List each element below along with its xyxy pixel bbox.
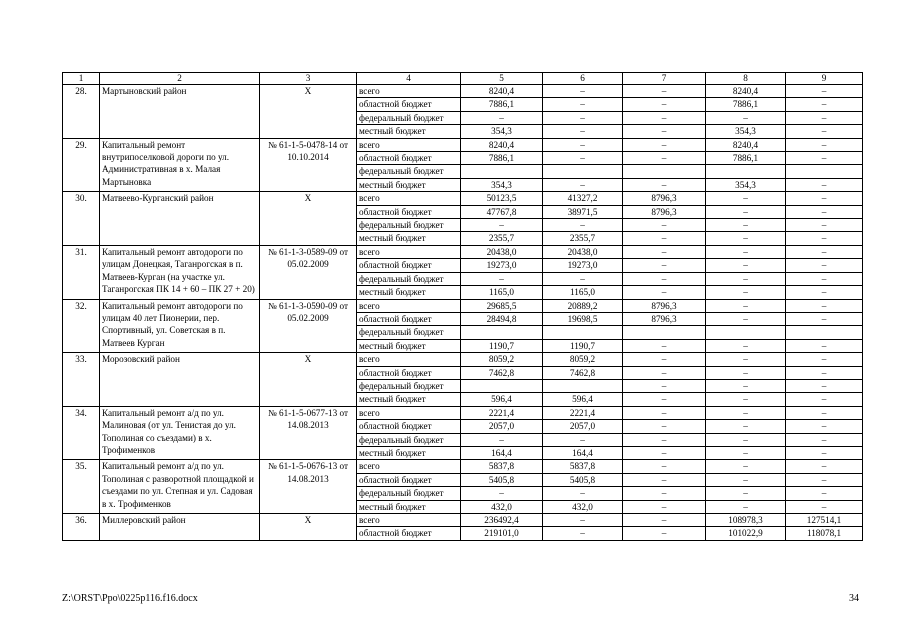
- amount-cell: 29685,5: [461, 299, 543, 312]
- amount-cell: –: [623, 272, 706, 285]
- amount-cell: –: [543, 138, 623, 151]
- amount-cell: –: [706, 379, 786, 392]
- amount-cell: 28494,8: [461, 312, 543, 325]
- amount-cell: –: [623, 433, 706, 446]
- amount-cell: 7886,1: [461, 152, 543, 165]
- amount-cell: 41327,2: [543, 192, 623, 205]
- amount-cell: 20438,0: [543, 245, 623, 258]
- amount-cell: 354,3: [461, 178, 543, 191]
- amount-cell: –: [786, 446, 863, 459]
- amount-cell: 236492,4: [461, 514, 543, 527]
- funding-source: областной бюджет: [357, 420, 461, 433]
- table-row: [63, 138, 863, 151]
- amount-cell: –: [623, 366, 706, 379]
- funding-source: всего: [357, 353, 461, 366]
- funding-source: областной бюджет: [357, 205, 461, 218]
- amount-cell: –: [623, 406, 706, 419]
- amount-cell: –: [706, 366, 786, 379]
- header-cell: 9: [786, 73, 863, 85]
- funding-source: федеральный бюджет: [357, 433, 461, 446]
- amount-cell: [543, 379, 623, 392]
- amount-cell: –: [623, 85, 706, 98]
- funding-source: федеральный бюджет: [357, 326, 461, 339]
- amount-cell: –: [706, 192, 786, 205]
- amount-cell: –: [706, 312, 786, 325]
- amount-cell: –: [786, 272, 863, 285]
- amount-cell: [623, 165, 706, 178]
- funding-source: местный бюджет: [357, 446, 461, 459]
- expertise-reference: Х: [260, 192, 357, 246]
- amount-cell: –: [623, 446, 706, 459]
- amount-cell: –: [461, 111, 543, 124]
- amount-cell: 127514,1: [786, 514, 863, 527]
- amount-cell: –: [786, 85, 863, 98]
- amount-cell: 2355,7: [461, 232, 543, 245]
- funding-source: местный бюджет: [357, 286, 461, 299]
- amount-cell: –: [461, 487, 543, 500]
- amount-cell: 8240,4: [461, 85, 543, 98]
- amount-cell: –: [706, 232, 786, 245]
- object-name: Морозовский район: [100, 353, 260, 407]
- object-name: Миллеровский район: [100, 514, 260, 541]
- funding-source: областной бюджет: [357, 312, 461, 325]
- amount-cell: 7462,8: [461, 366, 543, 379]
- funding-source: местный бюджет: [357, 339, 461, 352]
- amount-cell: –: [543, 98, 623, 111]
- amount-cell: 8796,3: [623, 205, 706, 218]
- amount-cell: –: [706, 473, 786, 486]
- item-number: 31.: [63, 245, 100, 299]
- funding-source: всего: [357, 406, 461, 419]
- object-name: Капитальный ремонт внутрипоселковой дороги по ул. Административная в х. Малая Мартыновка: [100, 138, 260, 192]
- object-name: Капитальный ремонт автодороги по улицам 40 лет Пионерии, пер. Спортивный, ул. Советская в п. Матвеев Курган: [100, 299, 260, 353]
- funding-source: областной бюджет: [357, 527, 461, 540]
- funding-source: областной бюджет: [357, 98, 461, 111]
- amount-cell: 20889,2: [543, 299, 623, 312]
- amount-cell: [461, 165, 543, 178]
- amount-cell: 2355,7: [543, 232, 623, 245]
- expertise-reference: Х: [260, 85, 357, 139]
- amount-cell: –: [623, 245, 706, 258]
- amount-cell: [786, 165, 863, 178]
- header-cell: 6: [543, 73, 623, 85]
- amount-cell: 432,0: [461, 500, 543, 513]
- amount-cell: 108978,3: [706, 514, 786, 527]
- header-cell: 5: [461, 73, 543, 85]
- item-number: 36.: [63, 514, 100, 541]
- item-number: 34.: [63, 406, 100, 460]
- funding-source: местный бюджет: [357, 125, 461, 138]
- amount-cell: [543, 165, 623, 178]
- amount-cell: –: [543, 178, 623, 191]
- header-cell: 7: [623, 73, 706, 85]
- expertise-reference: № 61-1-5-0676-13 от 14.08.2013: [260, 460, 357, 514]
- amount-cell: [623, 326, 706, 339]
- amount-cell: –: [461, 219, 543, 232]
- funding-source: федеральный бюджет: [357, 272, 461, 285]
- amount-cell: –: [706, 487, 786, 500]
- amount-cell: 354,3: [706, 178, 786, 191]
- object-name: Мартыновский район: [100, 85, 260, 139]
- amount-cell: –: [543, 111, 623, 124]
- amount-cell: 164,4: [543, 446, 623, 459]
- amount-cell: –: [623, 393, 706, 406]
- amount-cell: –: [786, 500, 863, 513]
- amount-cell: –: [623, 219, 706, 232]
- amount-cell: –: [623, 353, 706, 366]
- header-cell: 1: [63, 73, 100, 85]
- amount-cell: 164,4: [461, 446, 543, 459]
- funding-source: всего: [357, 460, 461, 473]
- amount-cell: –: [543, 272, 623, 285]
- amount-cell: –: [706, 205, 786, 218]
- amount-cell: –: [786, 339, 863, 352]
- amount-cell: –: [543, 433, 623, 446]
- amount-cell: –: [786, 232, 863, 245]
- amount-cell: 1190,7: [461, 339, 543, 352]
- amount-cell: –: [706, 299, 786, 312]
- amount-cell: 1165,0: [461, 286, 543, 299]
- amount-cell: 354,3: [461, 125, 543, 138]
- funding-source: всего: [357, 245, 461, 258]
- header-cell: 4: [357, 73, 461, 85]
- object-name: Капитальный ремонт а/д по ул. Малиновая (от ул. Тенистая до ул. Тополиная со съездами) в х. Трофименков: [100, 406, 260, 460]
- amount-cell: 19273,0: [461, 259, 543, 272]
- item-number: 30.: [63, 192, 100, 246]
- budget-table: [62, 72, 863, 541]
- amount-cell: 8796,3: [623, 192, 706, 205]
- funding-source: местный бюджет: [357, 178, 461, 191]
- amount-cell: 5405,8: [543, 473, 623, 486]
- amount-cell: –: [786, 125, 863, 138]
- table-row: [63, 353, 863, 366]
- object-name: Матвеево-Курганский район: [100, 192, 260, 246]
- amount-cell: 8796,3: [623, 312, 706, 325]
- amount-cell: –: [786, 138, 863, 151]
- header-cell: 8: [706, 73, 786, 85]
- amount-cell: –: [786, 152, 863, 165]
- amount-cell: 101022,9: [706, 527, 786, 540]
- amount-cell: 5837,8: [543, 460, 623, 473]
- funding-source: местный бюджет: [357, 393, 461, 406]
- amount-cell: 8240,4: [461, 138, 543, 151]
- table-row: [63, 460, 863, 473]
- amount-cell: –: [706, 460, 786, 473]
- funding-source: областной бюджет: [357, 152, 461, 165]
- amount-cell: 8240,4: [706, 138, 786, 151]
- amount-cell: [461, 326, 543, 339]
- amount-cell: [706, 326, 786, 339]
- amount-cell: 1165,0: [543, 286, 623, 299]
- amount-cell: –: [461, 272, 543, 285]
- amount-cell: –: [786, 219, 863, 232]
- amount-cell: 219101,0: [461, 527, 543, 540]
- amount-cell: 47767,8: [461, 205, 543, 218]
- amount-cell: –: [623, 138, 706, 151]
- object-name: Капитальный ремонт а/д по ул. Тополиная с разворотной площадкой и съездами по ул. Степная и ул. Садовая в х. Трофименков: [100, 460, 260, 514]
- amount-cell: –: [706, 111, 786, 124]
- amount-cell: –: [706, 406, 786, 419]
- amount-cell: –: [543, 85, 623, 98]
- amount-cell: –: [543, 527, 623, 540]
- amount-cell: –: [786, 245, 863, 258]
- funding-source: областной бюджет: [357, 259, 461, 272]
- amount-cell: –: [706, 446, 786, 459]
- expertise-reference: № 61-1-5-0677-13 от 14.08.2013: [260, 406, 357, 460]
- table-row: [63, 406, 863, 419]
- funding-source: федеральный бюджет: [357, 219, 461, 232]
- table-row: [63, 514, 863, 527]
- amount-cell: –: [623, 232, 706, 245]
- amount-cell: –: [786, 473, 863, 486]
- amount-cell: –: [786, 460, 863, 473]
- amount-cell: 7886,1: [461, 98, 543, 111]
- amount-cell: 38971,5: [543, 205, 623, 218]
- amount-cell: 50123,5: [461, 192, 543, 205]
- amount-cell: –: [786, 433, 863, 446]
- amount-cell: –: [623, 152, 706, 165]
- amount-cell: –: [543, 152, 623, 165]
- amount-cell: 1190,7: [543, 339, 623, 352]
- amount-cell: –: [706, 353, 786, 366]
- item-number: 28.: [63, 85, 100, 139]
- funding-source: всего: [357, 138, 461, 151]
- amount-cell: –: [786, 312, 863, 325]
- amount-cell: –: [706, 219, 786, 232]
- funding-source: областной бюджет: [357, 473, 461, 486]
- amount-cell: –: [786, 205, 863, 218]
- amount-cell: –: [623, 460, 706, 473]
- funding-source: всего: [357, 299, 461, 312]
- amount-cell: 2221,4: [461, 406, 543, 419]
- item-number: 32.: [63, 299, 100, 353]
- amount-cell: –: [786, 406, 863, 419]
- amount-cell: –: [543, 219, 623, 232]
- amount-cell: –: [623, 473, 706, 486]
- expertise-reference: № 61-1-5-0478-14 от 10.10.2014: [260, 138, 357, 192]
- amount-cell: 19273,0: [543, 259, 623, 272]
- header-row: [63, 73, 863, 85]
- amount-cell: –: [623, 420, 706, 433]
- table-row: [63, 192, 863, 205]
- amount-cell: –: [623, 339, 706, 352]
- expertise-reference: № 61-1-3-0590-09 от 05.02.2009: [260, 299, 357, 353]
- amount-cell: 5837,8: [461, 460, 543, 473]
- page-number: 34: [849, 593, 859, 604]
- amount-cell: –: [706, 259, 786, 272]
- amount-cell: –: [706, 420, 786, 433]
- amount-cell: 2221,4: [543, 406, 623, 419]
- amount-cell: –: [786, 111, 863, 124]
- funding-source: всего: [357, 85, 461, 98]
- object-name: Капитальный ремонт автодороги по улицам Донецкая, Таганрогская в п. Матвеев-Курган (на участке ул. Таганрогская ПК 14 + 60 – ПК 27 + 20): [100, 245, 260, 299]
- amount-cell: –: [706, 286, 786, 299]
- funding-source: местный бюджет: [357, 232, 461, 245]
- amount-cell: –: [623, 487, 706, 500]
- amount-cell: –: [786, 353, 863, 366]
- amount-cell: [786, 326, 863, 339]
- amount-cell: –: [786, 192, 863, 205]
- amount-cell: 7886,1: [706, 152, 786, 165]
- amount-cell: 596,4: [461, 393, 543, 406]
- amount-cell: –: [623, 379, 706, 392]
- amount-cell: 2057,0: [543, 420, 623, 433]
- amount-cell: 2057,0: [461, 420, 543, 433]
- header-cell: 3: [260, 73, 357, 85]
- amount-cell: –: [623, 125, 706, 138]
- table-row: [63, 85, 863, 98]
- amount-cell: –: [786, 487, 863, 500]
- amount-cell: –: [623, 286, 706, 299]
- amount-cell: 118078,1: [786, 527, 863, 540]
- table-row: [63, 245, 863, 258]
- header-cell: 2: [100, 73, 260, 85]
- item-number: 29.: [63, 138, 100, 192]
- amount-cell: –: [543, 487, 623, 500]
- amount-cell: –: [706, 272, 786, 285]
- amount-cell: 8796,3: [623, 299, 706, 312]
- amount-cell: –: [623, 178, 706, 191]
- amount-cell: –: [706, 393, 786, 406]
- amount-cell: –: [706, 500, 786, 513]
- amount-cell: 5405,8: [461, 473, 543, 486]
- amount-cell: 8059,2: [543, 353, 623, 366]
- amount-cell: 8240,4: [706, 85, 786, 98]
- amount-cell: –: [623, 514, 706, 527]
- amount-cell: –: [786, 393, 863, 406]
- amount-cell: 19698,5: [543, 312, 623, 325]
- amount-cell: –: [461, 433, 543, 446]
- amount-cell: –: [786, 259, 863, 272]
- amount-cell: –: [623, 111, 706, 124]
- amount-cell: –: [623, 259, 706, 272]
- expertise-reference: Х: [260, 353, 357, 407]
- funding-source: федеральный бюджет: [357, 111, 461, 124]
- funding-source: всего: [357, 192, 461, 205]
- amount-cell: 354,3: [706, 125, 786, 138]
- amount-cell: –: [543, 125, 623, 138]
- amount-cell: –: [623, 527, 706, 540]
- funding-source: федеральный бюджет: [357, 487, 461, 500]
- amount-cell: [706, 165, 786, 178]
- funding-source: всего: [357, 514, 461, 527]
- amount-cell: –: [543, 514, 623, 527]
- amount-cell: –: [706, 433, 786, 446]
- funding-source: областной бюджет: [357, 366, 461, 379]
- amount-cell: –: [623, 98, 706, 111]
- expertise-reference: № 61-1-3-0589-09 от 05.02.2009: [260, 245, 357, 299]
- amount-cell: –: [786, 420, 863, 433]
- amount-cell: 7886,1: [706, 98, 786, 111]
- amount-cell: 432,0: [543, 500, 623, 513]
- table-row: [63, 299, 863, 312]
- amount-cell: –: [786, 98, 863, 111]
- amount-cell: [461, 379, 543, 392]
- amount-cell: –: [786, 178, 863, 191]
- expertise-reference: Х: [260, 514, 357, 541]
- amount-cell: –: [786, 286, 863, 299]
- funding-source: федеральный бюджет: [357, 379, 461, 392]
- amount-cell: –: [706, 339, 786, 352]
- amount-cell: [543, 326, 623, 339]
- amount-cell: 7462,8: [543, 366, 623, 379]
- funding-source: местный бюджет: [357, 500, 461, 513]
- amount-cell: –: [706, 245, 786, 258]
- item-number: 33.: [63, 353, 100, 407]
- amount-cell: –: [786, 379, 863, 392]
- amount-cell: 8059,2: [461, 353, 543, 366]
- file-path-footer: Z:\ORST\Ppo\0225p116.f16.docx: [62, 593, 198, 604]
- item-number: 35.: [63, 460, 100, 514]
- funding-source: федеральный бюджет: [357, 165, 461, 178]
- amount-cell: –: [786, 299, 863, 312]
- amount-cell: 596,4: [543, 393, 623, 406]
- amount-cell: 20438,0: [461, 245, 543, 258]
- amount-cell: –: [786, 366, 863, 379]
- amount-cell: –: [623, 500, 706, 513]
